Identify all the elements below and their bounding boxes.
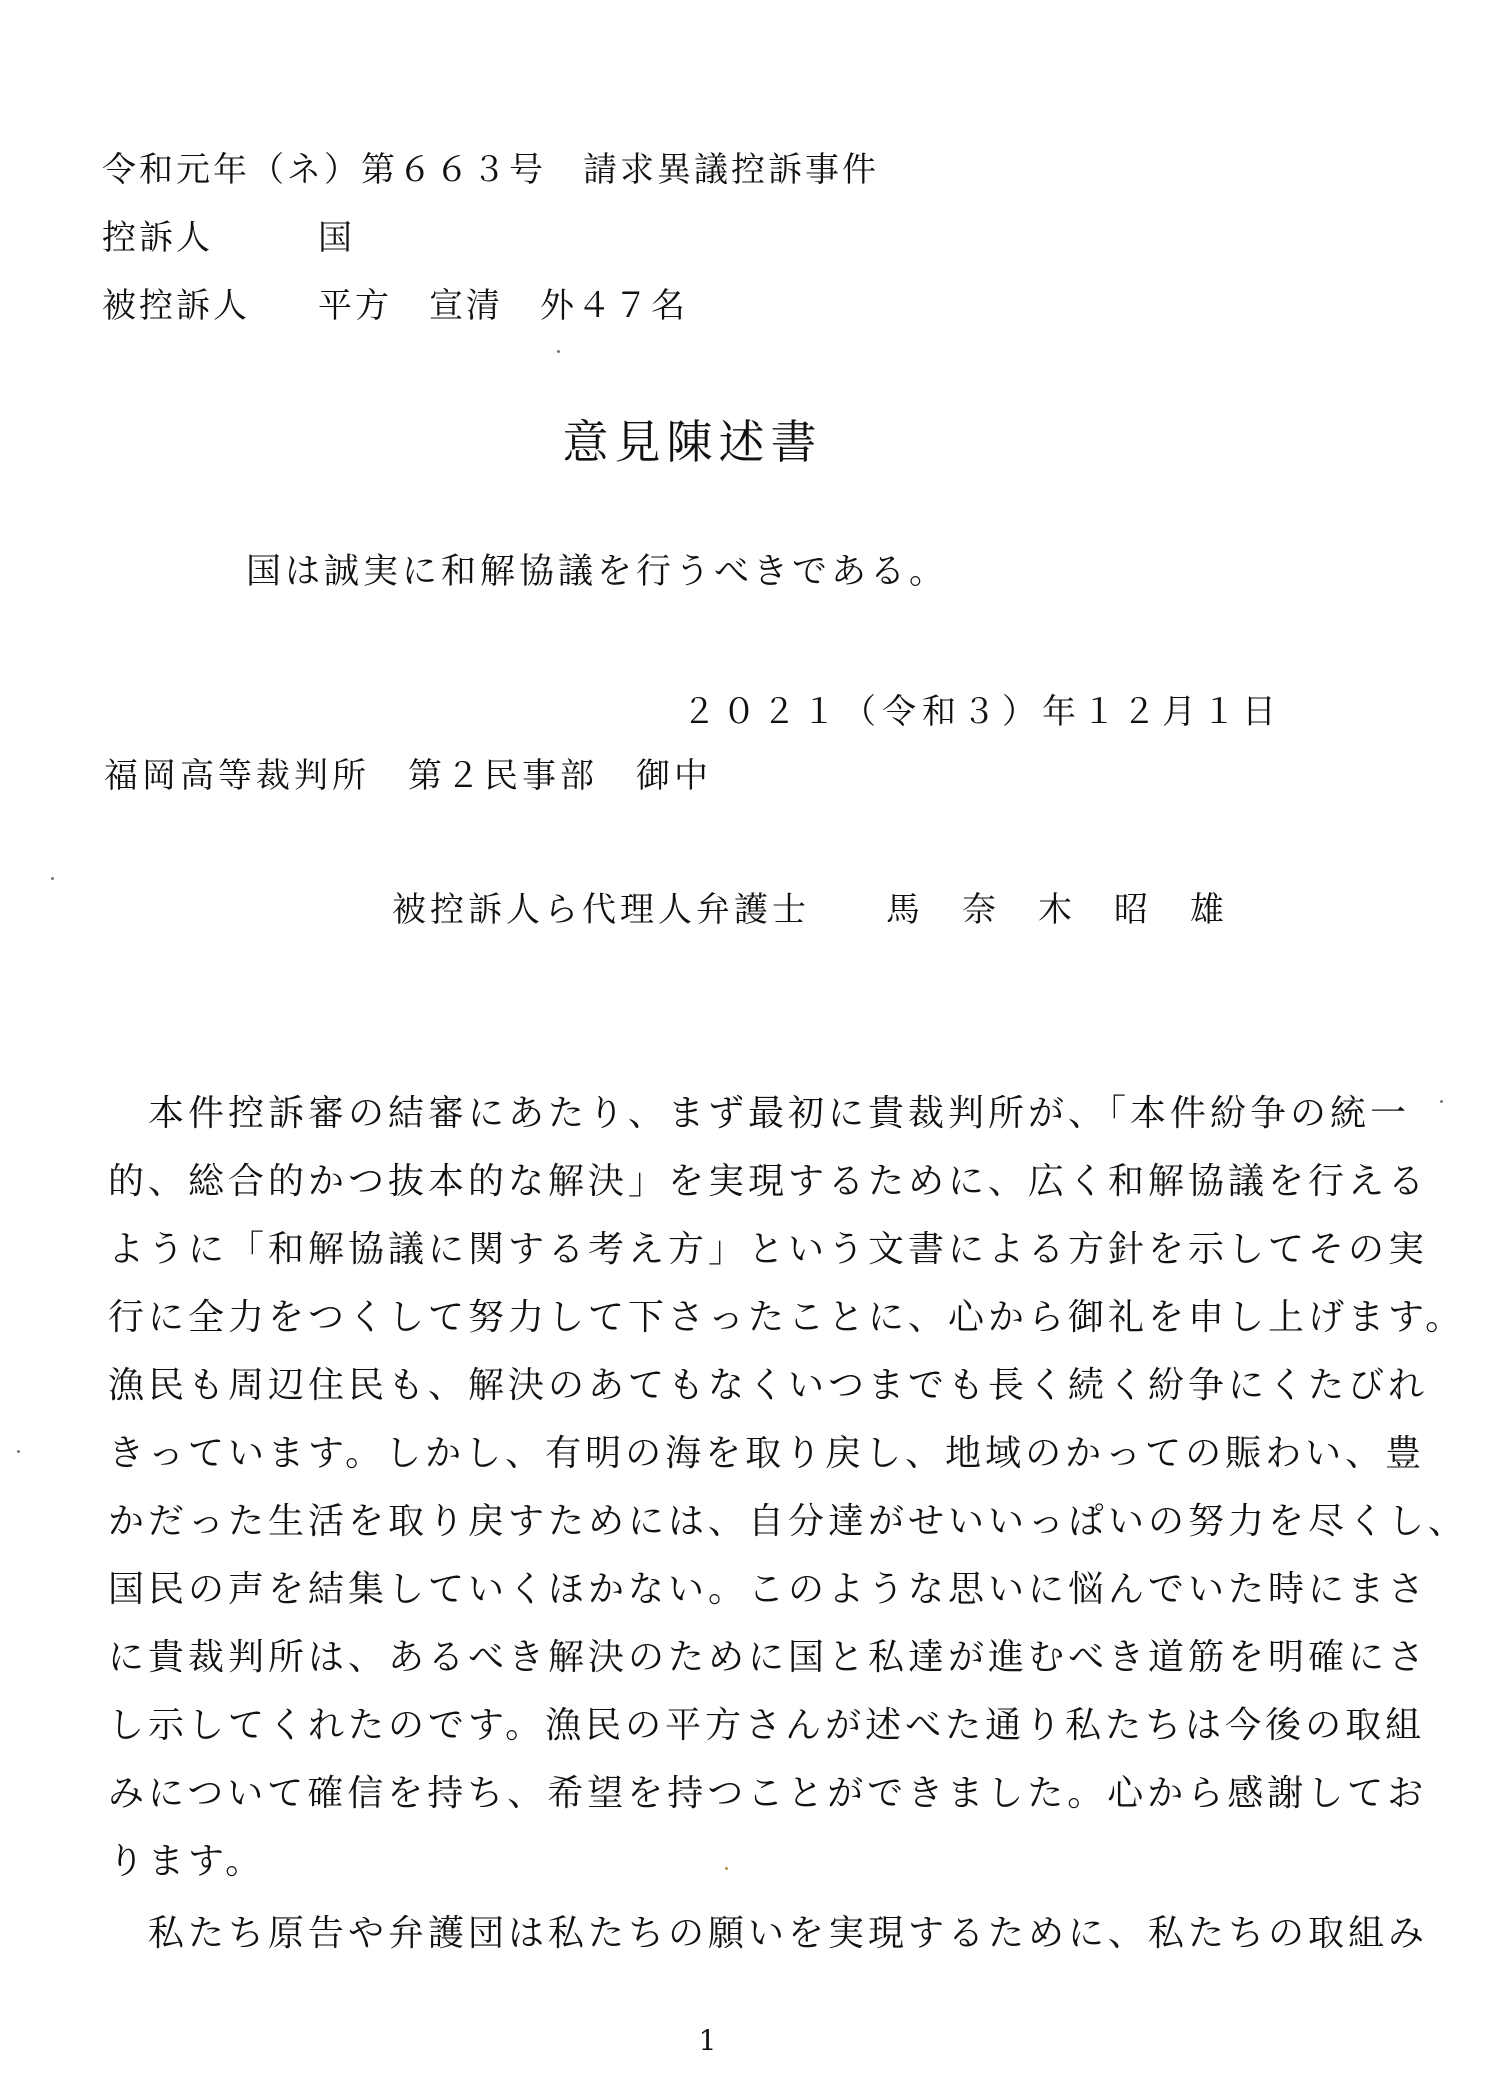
body-line: 行に全力をつくして努力して下さったことに、心から御礼を申し上げます。 xyxy=(108,1297,1466,1338)
appellee-label: 被控訴人 xyxy=(102,286,250,326)
appellant-name: 国 xyxy=(318,218,355,258)
document-subtitle: 国は誠実に和解協議を行うべきである。 xyxy=(246,552,949,592)
body-line: みについて確信を持ち、希望を持つことができました。心から感謝してお xyxy=(108,1773,1428,1814)
signatory-line: 被控訴人ら代理人弁護士 馬 奈 木 昭 雄 xyxy=(392,890,1228,930)
body-line: 国民の声を結集していくほかない。このような思いに悩んでいた時にまさ xyxy=(108,1569,1429,1610)
page-number: 1 xyxy=(698,2024,717,2057)
body-line: かだった生活を取り戻すためには、自分達がせいいっぱいの努力を尽くし、 xyxy=(108,1501,1469,1542)
body-line: ります。 xyxy=(108,1841,266,1882)
document-date: ２０２１（令和３）年１２月１日 xyxy=(682,692,1282,732)
body-line: きっています。しかし、有明の海を取り戻し、地域のかっての賑わい、豊 xyxy=(108,1433,1426,1474)
document-title: 意見陳述書 xyxy=(562,415,823,469)
appellee-name: 平方 宣清 外４７名 xyxy=(318,286,688,326)
case-number-line: 令和元年（ネ）第６６３号 請求異議控訴事件 xyxy=(102,150,879,190)
scan-speck xyxy=(17,1450,20,1453)
body-line: し示してくれたのです。漁民の平方さんが述べた通り私たちは今後の取組 xyxy=(108,1705,1426,1746)
appellant-label: 控訴人 xyxy=(102,218,213,258)
body-line: 漁民も周辺住民も、解決のあてもなくいつまでも長く続く紛争にくたびれ xyxy=(108,1365,1429,1406)
body-line: ように「和解協議に関する考え方」という文書による方針を示してその実 xyxy=(108,1229,1429,1270)
court-addressee: 福岡高等裁判所 第２民事部 御中 xyxy=(104,756,712,796)
scan-speck xyxy=(725,1867,728,1870)
scan-speck xyxy=(557,350,560,353)
body-line: 本件控訴審の結審にあたり、まず最初に貴裁判所が、「本件紛争の統一 xyxy=(108,1093,1411,1134)
body-line: 私たち原告や弁護団は私たちの願いを実現するために、私たちの取組み xyxy=(108,1913,1429,1954)
scan-speck xyxy=(1440,1100,1443,1103)
body-line: 的、総合的かつ抜本的な解決」を実現するために、広く和解協議を行える xyxy=(108,1161,1429,1202)
scan-speck xyxy=(51,877,54,880)
body-line: に貴裁判所は、あるべき解決のために国と私達が進むべき道筋を明確にさ xyxy=(108,1637,1429,1678)
